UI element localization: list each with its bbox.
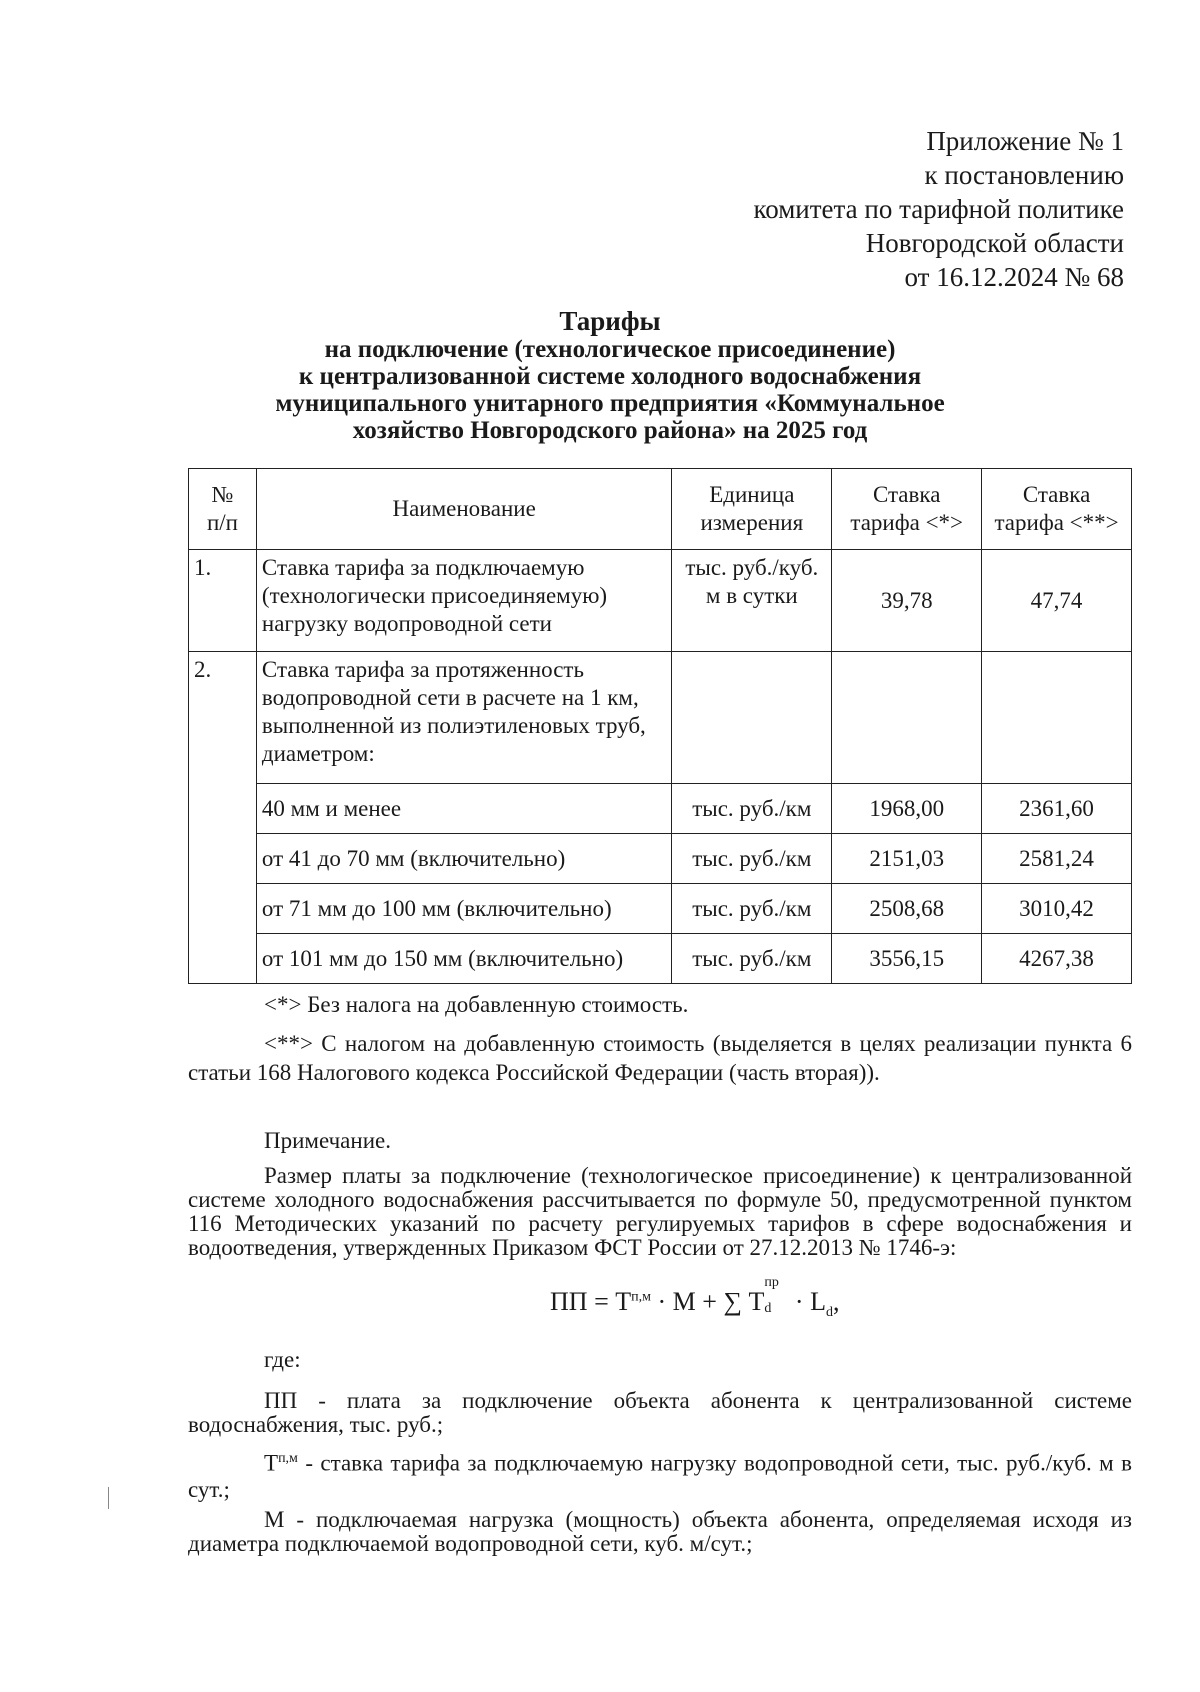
formula-rate-symbol: Т bbox=[615, 1287, 632, 1316]
table-row bbox=[189, 934, 1132, 984]
table-row bbox=[189, 884, 1132, 934]
table-row bbox=[189, 784, 1132, 834]
formula-dot-2: · bbox=[794, 1287, 804, 1316]
row-rate-with-vat: 2581,24 bbox=[982, 834, 1132, 884]
title-line-2: к централизованной системе холодного водоснабжения bbox=[298, 363, 922, 390]
row-name: Ставка тарифа за протяженность водопроводной сети в расчете на 1 км, выполненной из полиэтиленовых труб, диаметром: bbox=[256, 652, 671, 784]
formula-end: , bbox=[832, 1287, 840, 1316]
row-name: от 41 до 70 мм (включительно) bbox=[256, 834, 671, 884]
definition-load: М - подключаемая нагрузка (мощность) объекта абонента, определяемая исходя из диаметра подключаемой водопроводной сети, куб. м/сут.; bbox=[188, 1507, 1132, 1556]
table-row bbox=[189, 550, 1132, 652]
table-row bbox=[189, 652, 1132, 784]
formula-plus: + bbox=[702, 1287, 717, 1316]
definition-rate: $Т^{п,м}$ - ставка тарифа за подключаемую нагрузку водопроводной сети, тыс. руб./куб. м в сут.; bbox=[188, 1450, 1132, 1502]
header-rate-no-vat: Ставка тарифа <*> bbox=[832, 469, 982, 550]
appendix-committee: комитета по тарифной политике bbox=[753, 194, 1124, 224]
formula-lhs: ПП bbox=[550, 1287, 588, 1316]
row-rate-no-vat: 39,78 bbox=[832, 550, 982, 652]
appendix-date: от 16.12.2024 № 68 bbox=[904, 262, 1124, 292]
title-main: Тарифы bbox=[559, 306, 661, 336]
title-line-4: хозяйство Новгородского района» на 2025 год bbox=[352, 417, 868, 444]
footnote-with-vat: <**> С налогом на добавленную стоимость (выделяется в целях реализации пункта 6 статьи 168 Налогового кодекса Российской Федерации (часть вторая)). bbox=[188, 1031, 1132, 1085]
appendix-region: Новгородской области bbox=[865, 228, 1124, 258]
formula-load-symbol: М bbox=[672, 1287, 696, 1316]
row-name: Ставка тарифа за подключаемую (технологически присоединяемую) нагрузку водопроводной сети bbox=[256, 550, 671, 652]
header-name: Наименование bbox=[256, 469, 671, 550]
definition-pp: ПП - плата за подключение объекта абонента к централизованной системе водоснабжения, тыс. руб.; bbox=[188, 1388, 1132, 1437]
row-rate-no-vat: 2151,03 bbox=[832, 834, 982, 884]
header-unit: Единица измерения bbox=[672, 469, 832, 550]
footnote-no-vat: <*> Без налога на добавленную стоимость. bbox=[264, 992, 689, 1017]
row-rate-with-vat: 47,74 bbox=[982, 550, 1132, 652]
row-name: от 71 мм до 100 мм (включительно) bbox=[256, 884, 671, 934]
row-rate-no-vat: 1968,00 bbox=[832, 784, 982, 834]
formula-dot: · bbox=[657, 1287, 667, 1316]
formula-length-rate-indices: пр d bbox=[764, 1275, 779, 1316]
formula-length-sub: d bbox=[825, 1305, 833, 1321]
definitions-where: где: bbox=[264, 1347, 301, 1372]
appendix-number: Приложение № 1 bbox=[926, 126, 1124, 156]
tariffs-table bbox=[188, 468, 1132, 984]
table-header-row bbox=[189, 469, 1132, 550]
header-rate-with-vat: Ставка тарифа <**> bbox=[982, 469, 1132, 550]
row-rate-with-vat bbox=[982, 652, 1132, 784]
appendix-header bbox=[753, 124, 1124, 294]
row-rate-with-vat: 4267,38 bbox=[982, 934, 1132, 984]
formula-length-rate-symbol: Т bbox=[748, 1287, 765, 1316]
scan-margin-mark bbox=[108, 1487, 109, 1509]
header-number: № п/п bbox=[189, 469, 257, 550]
remark-heading: Примечание. bbox=[264, 1128, 391, 1153]
formula-rate-sup: п,м bbox=[631, 1289, 651, 1305]
row-rate-no-vat: 2508,68 bbox=[832, 884, 982, 934]
row-rate-with-vat: 3010,42 bbox=[982, 884, 1132, 934]
row-name: 40 мм и менее bbox=[256, 784, 671, 834]
row-unit: тыс. руб./км bbox=[672, 784, 832, 834]
row-rate-no-vat: 3556,15 bbox=[832, 934, 982, 984]
row-unit: тыс. руб./км bbox=[672, 834, 832, 884]
document-title bbox=[150, 306, 1070, 444]
row-number: 2. bbox=[189, 652, 257, 984]
appendix-resolution-ref: к постановлению bbox=[924, 160, 1124, 190]
row-name: от 101 мм до 150 мм (включительно) bbox=[256, 934, 671, 984]
row-rate-with-vat: 2361,60 bbox=[982, 784, 1132, 834]
row-unit bbox=[672, 652, 832, 784]
formula-sum-symbol: ∑ bbox=[723, 1287, 742, 1316]
formula-length-symbol: L bbox=[810, 1287, 826, 1316]
row-unit: тыс. руб./км bbox=[672, 884, 832, 934]
remark-text: Размер платы за подключение (технологическое присоединение) к централизованной системе холодного водоснабжения рассчитывается по формуле 50, предусмотренной пунктом 116 Методических указаний по расчету регулируемых тарифов в сфере водоснабжения и водоотведения, утвержденных Приказом ФСТ России от 27.12.2013 № 1746-э: bbox=[188, 1163, 1132, 1260]
connection-fee-formula bbox=[550, 1275, 840, 1321]
formula-equals: = bbox=[594, 1287, 609, 1316]
row-unit: тыс. руб./куб. м в сутки bbox=[672, 550, 832, 652]
title-line-1: на подключение (технологическое присоединение) bbox=[324, 336, 896, 363]
row-unit: тыс. руб./км bbox=[672, 934, 832, 984]
row-rate-no-vat bbox=[832, 652, 982, 784]
row-number: 1. bbox=[189, 550, 257, 652]
table-row bbox=[189, 834, 1132, 884]
title-line-3: муниципального унитарного предприятия «Коммунальное bbox=[275, 390, 945, 417]
